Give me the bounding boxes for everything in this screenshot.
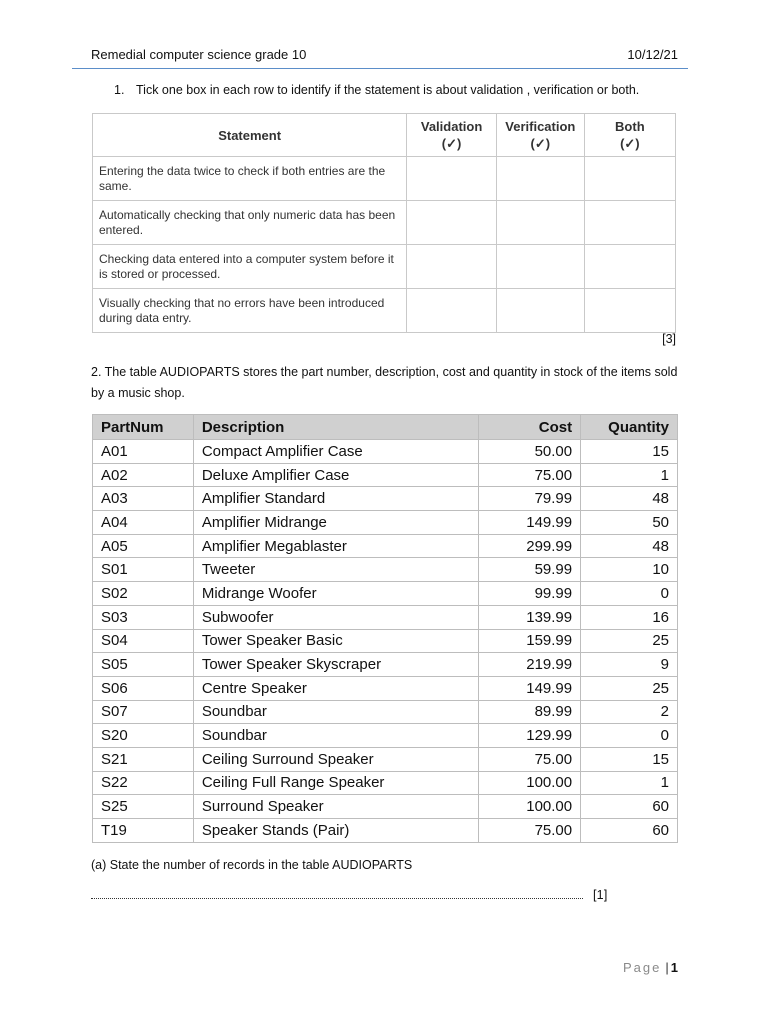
partnum-cell: A03 [93,487,194,511]
quantity-cell: 0 [581,724,678,748]
verification-header [496,114,584,157]
question-2-prompt: 2. The table AUDIOPARTS stores the part number, description, cost and quantity in stock of the items sold by a music shop. [91,365,678,400]
table-row [93,289,676,333]
statement-cell: Checking data entered into a computer system before it is stored or processed. [93,245,407,289]
document-date: 10/12/21 [627,47,678,62]
description-cell: Speaker Stands (Pair) [193,819,479,843]
cost-cell: 100.00 [479,795,581,819]
audioparts-table [92,414,678,843]
document-title: Remedial computer science grade 10 [91,47,307,62]
partnum-cell: A01 [93,440,194,464]
partnum-cell: A02 [93,463,194,487]
quantity-header: Quantity [581,415,678,440]
description-cell: Soundbar [193,724,479,748]
cost-cell: 75.00 [479,747,581,771]
audioparts-header-row [93,415,678,440]
both-tick-label: (✓) [620,136,640,151]
partnum-cell: S20 [93,724,194,748]
table-row [93,819,678,843]
description-cell: Surround Speaker [193,795,479,819]
page-separator: | [665,960,669,975]
validation-header-label: Validation [420,119,483,134]
table-header-row [93,114,676,157]
cost-cell: 75.00 [479,819,581,843]
validation-tick-box[interactable] [407,201,497,245]
both-header-label: Both [615,119,645,134]
quantity-cell: 60 [581,795,678,819]
table-row [93,440,678,464]
table-row [93,511,678,535]
cost-header: Cost [479,415,581,440]
partnum-cell: S03 [93,605,194,629]
cost-cell: 219.99 [479,653,581,677]
statement-cell: Entering the data twice to check if both entries are the same. [93,157,407,201]
cost-cell: 100.00 [479,771,581,795]
table-row [93,534,678,558]
validation-verification-table [92,113,676,333]
statement-cell: Automatically checking that only numeric data has been entered. [93,201,407,245]
quantity-cell: 48 [581,534,678,558]
cost-cell: 89.99 [479,700,581,724]
table-row [93,201,676,245]
description-cell: Tweeter [193,558,479,582]
description-cell: Amplifier Standard [193,487,479,511]
page-number: 1 [670,960,678,975]
table-row [93,463,678,487]
both-tick-box[interactable] [584,289,675,333]
quantity-cell: 50 [581,511,678,535]
verification-tick-box[interactable] [496,201,584,245]
cost-cell: 139.99 [479,605,581,629]
header-divider [72,68,688,69]
partnum-cell: S07 [93,700,194,724]
quantity-cell: 1 [581,771,678,795]
description-cell: Ceiling Full Range Speaker [193,771,479,795]
description-cell: Amplifier Midrange [193,511,479,535]
question-1-number: 1. [114,83,125,97]
description-cell: Soundbar [193,700,479,724]
both-header [584,114,675,157]
question-2a-marks: [1] [593,888,608,902]
partnum-cell: S02 [93,582,194,606]
validation-tick-box[interactable] [407,157,497,201]
question-1-text: Tick one box in each row to identify if the statement is about validation , verification or both. [136,83,640,97]
question-2a-answer [91,888,608,902]
partnum-cell: S05 [93,653,194,677]
partnum-cell: S04 [93,629,194,653]
table-row [93,629,678,653]
table-row [93,558,678,582]
cost-cell: 79.99 [479,487,581,511]
partnum-cell: S25 [93,795,194,819]
quantity-cell: 1 [581,463,678,487]
cost-cell: 50.00 [479,440,581,464]
verification-tick-box[interactable] [496,289,584,333]
partnum-header: PartNum [93,415,194,440]
both-tick-box[interactable] [584,245,675,289]
verification-header-label: Verification [505,119,576,134]
cost-cell: 75.00 [479,463,581,487]
table-row [93,771,678,795]
table-row [93,157,676,201]
partnum-cell: S21 [93,747,194,771]
question-2a-prompt: (a) State the number of records in the table AUDIOPARTS [91,858,413,872]
validation-tick-box[interactable] [407,289,497,333]
table-row [93,747,678,771]
validation-header [407,114,497,157]
description-cell: Centre Speaker [193,676,479,700]
quantity-cell: 15 [581,440,678,464]
table-row [93,245,676,289]
page-footer [623,960,678,975]
description-cell: Subwoofer [193,605,479,629]
both-tick-box[interactable] [584,201,675,245]
description-cell: Deluxe Amplifier Case [193,463,479,487]
statement-cell: Visually checking that no errors have been introduced during data entry. [93,289,407,333]
description-cell: Ceiling Surround Speaker [193,747,479,771]
quantity-cell: 48 [581,487,678,511]
question-1-marks: [3] [662,332,676,346]
description-cell: Midrange Woofer [193,582,479,606]
partnum-cell: S22 [93,771,194,795]
page-label: Page [623,960,662,975]
audioparts-body [93,440,678,843]
description-cell: Tower Speaker Skyscraper [193,653,479,677]
cost-cell: 159.99 [479,629,581,653]
table-row [93,676,678,700]
description-cell: Amplifier Megablaster [193,534,479,558]
quantity-cell: 25 [581,676,678,700]
cost-cell: 299.99 [479,534,581,558]
table-row [93,795,678,819]
table-row [93,724,678,748]
partnum-cell: A05 [93,534,194,558]
cost-cell: 129.99 [479,724,581,748]
partnum-cell: S06 [93,676,194,700]
partnum-cell: A04 [93,511,194,535]
statement-header: Statement [93,114,407,157]
table-row [93,582,678,606]
cost-cell: 149.99 [479,511,581,535]
table-row [93,653,678,677]
validation-tick-box[interactable] [407,245,497,289]
description-cell: Tower Speaker Basic [193,629,479,653]
quantity-cell: 25 [581,629,678,653]
verification-tick-box[interactable] [496,245,584,289]
table-row [93,700,678,724]
partnum-cell: T19 [93,819,194,843]
cost-cell: 99.99 [479,582,581,606]
quantity-cell: 2 [581,700,678,724]
cost-cell: 59.99 [479,558,581,582]
answer-dotted-line[interactable] [91,889,583,899]
quantity-cell: 0 [581,582,678,606]
verification-tick-box[interactable] [496,157,584,201]
quantity-cell: 15 [581,747,678,771]
question-1-prompt [114,83,639,97]
quantity-cell: 16 [581,605,678,629]
table-row [93,487,678,511]
description-cell: Compact Amplifier Case [193,440,479,464]
quantity-cell: 10 [581,558,678,582]
verification-tick-label: (✓) [530,136,551,151]
table-row [93,605,678,629]
description-header: Description [193,415,479,440]
both-tick-box[interactable] [584,157,675,201]
quantity-cell: 9 [581,653,678,677]
cost-cell: 149.99 [479,676,581,700]
partnum-cell: S01 [93,558,194,582]
quantity-cell: 60 [581,819,678,843]
validation-tick-label: (✓) [441,136,462,151]
